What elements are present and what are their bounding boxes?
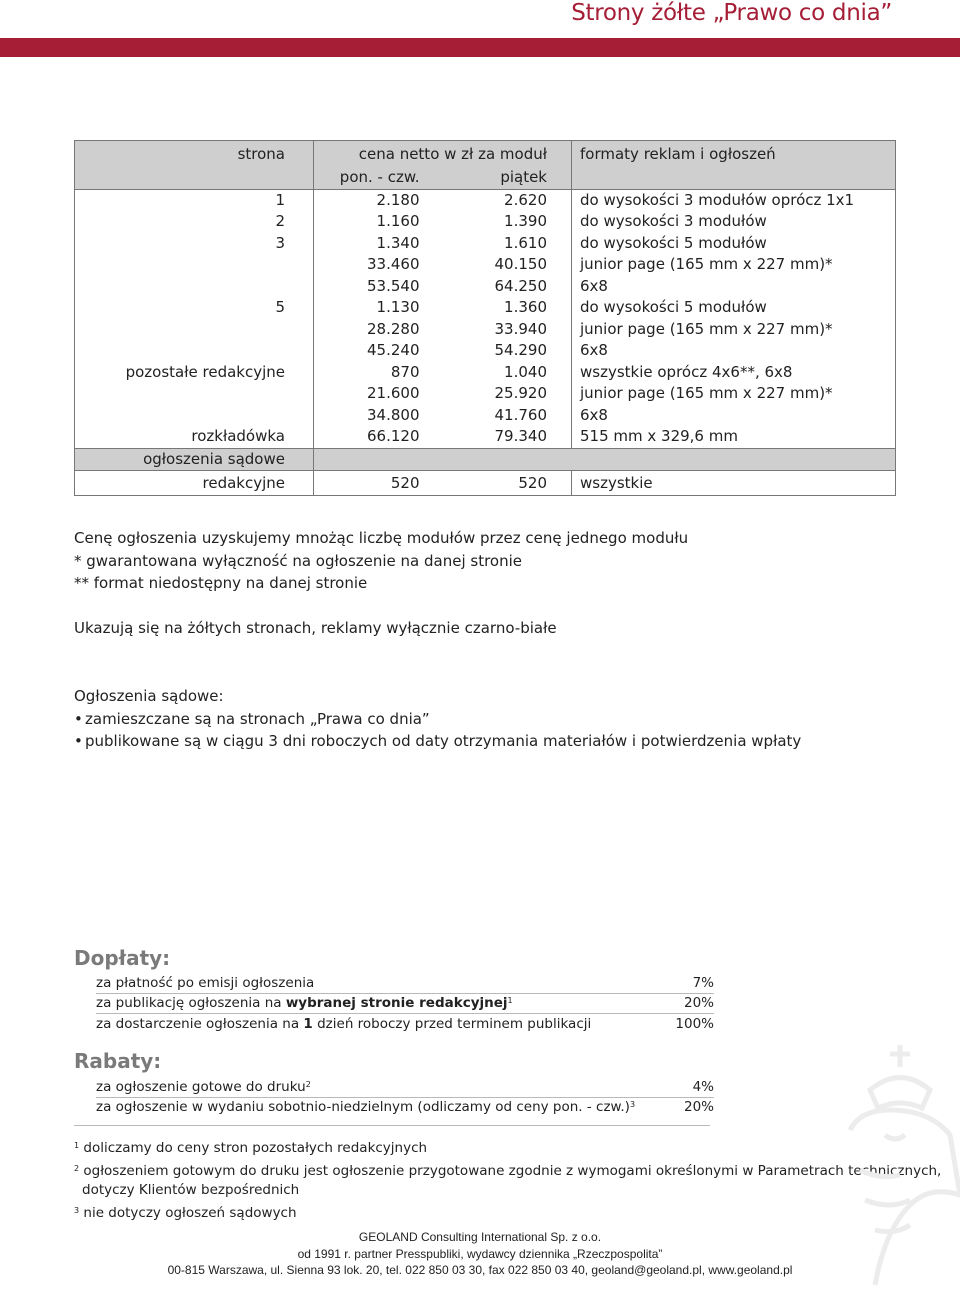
table-row [96, 973, 714, 993]
pricing-notes [74, 527, 688, 595]
header-formaty: formaty reklam i ogłoszeń [572, 141, 896, 168]
footnote: $^1$ doliczamy do ceny stron pozostałych redakcyjnych [74, 1140, 428, 1156]
cell-format: 6x8 [572, 405, 896, 427]
fee-percent: 100% [675, 1015, 714, 1032]
price-rows [75, 189, 896, 448]
header-piatek: piątek [448, 167, 572, 189]
footnote: $^2$ ogłoszeniem gotowym do druku jest ogłoszenie przygotowane zgodnie z wymogami określonymi w Parametrach technicznych, [74, 1162, 942, 1179]
footnotes [74, 1136, 941, 1223]
cell-mon-thu: 2.180 [314, 189, 448, 211]
table-row [75, 383, 896, 405]
table-row [75, 233, 896, 255]
cell-format: junior page (165 mm x 227 mm)* [572, 254, 896, 276]
cell-format: junior page (165 mm x 227 mm)* [572, 319, 896, 341]
discount-percent: 20% [683, 1099, 714, 1116]
court-notices [74, 685, 801, 753]
cell-mon-thu: 34.800 [314, 405, 448, 427]
cell-fri: 1.040 [504, 362, 547, 381]
doplaty-table [96, 973, 714, 1034]
footer-contact: 00-815 Warszawa, ul. Sienna 93 lok. 20, tel. 022 850 03 30, fax 022 850 03 40, geoland@geoland.pl, www.geoland.pl [167, 1263, 793, 1277]
table-row [75, 189, 896, 211]
section-label: ogłoszenia sądowe [75, 448, 314, 471]
cell-mon-thu: 21.600 [314, 383, 448, 405]
note-line: Ukazują się na żółtych stronach, reklamy wyłącznie czarno-białe [74, 619, 557, 637]
cell-fri: 2.620 [504, 190, 547, 209]
list-item: • zamieszczane są na stronach „Prawa co dnia” [74, 708, 801, 731]
cell-mon-thu: 1.340 [314, 233, 448, 255]
cell-format: junior page (165 mm x 227 mm)* [572, 383, 896, 405]
cell-fri: 33.940 [494, 319, 547, 338]
header-cena: cena netto w zł za moduł [314, 141, 572, 168]
table-subheader-row [75, 167, 896, 189]
table-row [75, 362, 896, 384]
cell-page [75, 319, 314, 341]
cell-fri: 1.390 [504, 212, 547, 230]
table-row [75, 426, 896, 448]
footer-company: GEOLAND Consulting International Sp. z o.o. [358, 1230, 602, 1244]
cell-mon-thu: 33.460 [314, 254, 448, 276]
header-accent-bar [0, 38, 960, 57]
cell-mon-thu: 1.160 [314, 211, 448, 233]
table-row [75, 276, 896, 298]
cell-page: pozostałe redakcyjne [75, 362, 314, 384]
doplaty-title: Dopłaty: [74, 946, 171, 970]
cell-format: do wysokości 5 modułów [572, 233, 896, 255]
cell-mon-thu: 28.280 [314, 319, 448, 341]
table-header-row [75, 141, 896, 168]
cell-fri: 41.760 [494, 405, 547, 424]
table-row [75, 297, 896, 319]
table-row [75, 471, 896, 496]
cell-fri: 54.290 [494, 341, 547, 359]
footnote-divider [74, 1125, 710, 1126]
fee-percent: 7% [669, 973, 714, 993]
cell-fri: 25.920 [494, 384, 547, 402]
color-note [74, 617, 557, 640]
footer-partner: od 1991 r. partner Presspubliki, wydawcy dziennika „Rzeczpospolita” [297, 1246, 663, 1261]
fee-percent: 20% [669, 993, 714, 1014]
cell-format: 515 mm x 329,6 mm [572, 426, 896, 448]
cell-mon-thu: 520 [314, 471, 448, 496]
cell-mon-thu: 45.240 [314, 340, 448, 362]
cell-page [75, 405, 314, 427]
cell-format: do wysokości 3 modułów [572, 211, 896, 233]
cell-page [75, 383, 314, 405]
note-line: Cenę ogłoszenia uzyskujemy mnożąc liczbę modułów przez cenę jednego modułu [74, 529, 689, 547]
discount-percent: 4% [681, 1077, 714, 1097]
list-item: • publikowane są w ciągu 3 dni roboczych od daty otrzymania materiałów i potwierdzenia wpłaty [74, 730, 801, 753]
cell-page: 2 [75, 211, 314, 233]
price-table [74, 140, 896, 496]
court-title: Ogłoszenia sądowe: [74, 687, 224, 705]
cell-page [75, 276, 314, 298]
cell-format: 6x8 [572, 276, 896, 298]
cell-fri: 520 [448, 471, 572, 496]
cell-mon-thu: 66.120 [314, 426, 448, 448]
cell-page: 5 [75, 297, 314, 319]
page-title: Strony żółte „Prawo co dnia” [567, 0, 896, 26]
fee-description: za dostarczenie ogłoszenia na 1 dzień roboczy przed terminem publikacji [96, 1015, 592, 1032]
cell-format: wszystkie [572, 471, 896, 496]
note-line: * gwarantowana wyłączność na ogłoszenie na danej stronie [74, 551, 522, 570]
cell-fri: 1.610 [504, 233, 547, 252]
table-row [75, 254, 896, 276]
rabaty-table [96, 1077, 714, 1117]
header-strona: strona [75, 141, 314, 168]
cell-page: 1 [75, 189, 314, 211]
table-row [96, 1014, 714, 1034]
cell-page [75, 254, 314, 276]
discount-description: za ogłoszenie w wydaniu sobotnio-niedzielnym (odliczamy od ceny pon. - czw.)$^3$ [96, 1099, 636, 1116]
cell-page: rozkładówka [75, 426, 314, 448]
cell-page: redakcyjne [75, 471, 314, 496]
cell-page [75, 340, 314, 362]
cell-format: 6x8 [572, 340, 896, 362]
footnote: $^3$ nie dotyczy ogłoszeń sądowych [74, 1204, 297, 1221]
section-row [75, 448, 896, 471]
note-line: ** format niedostępny na danej stronie [74, 574, 368, 593]
cell-mon-thu: 870 [314, 362, 448, 384]
table-row [96, 1077, 714, 1097]
table-row [75, 405, 896, 427]
fee-description: za publikację ogłoszenia na wybranej stronie redakcyjnej$^1$ [96, 993, 669, 1014]
rabaty-title: Rabaty: [74, 1049, 162, 1073]
cell-mon-thu: 1.130 [314, 297, 448, 319]
table-row [96, 993, 714, 1014]
court-bullets [74, 708, 801, 753]
table-row [96, 1097, 714, 1117]
page-header [0, 0, 960, 57]
cell-fri: 40.150 [494, 255, 547, 273]
footnote: dotyczy Klientów bezpośrednich [82, 1182, 300, 1199]
cell-mon-thu: 53.540 [314, 276, 448, 298]
cell-format: do wysokości 3 modułów oprócz 1x1 [572, 189, 896, 211]
cell-fri: 1.360 [504, 298, 547, 316]
header-pon-czw: pon. - czw. [314, 167, 448, 189]
cell-fri: 79.340 [494, 427, 547, 445]
cell-format: wszystkie oprócz 4x6**, 6x8 [572, 362, 896, 384]
fee-description: za płatność po emisji ogłoszenia [96, 973, 669, 993]
footer [0, 1229, 960, 1279]
table-row [75, 211, 896, 233]
cell-page: 3 [75, 233, 314, 255]
cell-fri: 64.250 [494, 276, 547, 295]
discount-description: za ogłoszenie gotowe do druku$^2$ [96, 1077, 681, 1097]
cell-format: do wysokości 5 modułów [572, 297, 896, 319]
table-row [75, 340, 896, 362]
table-row [75, 319, 896, 341]
